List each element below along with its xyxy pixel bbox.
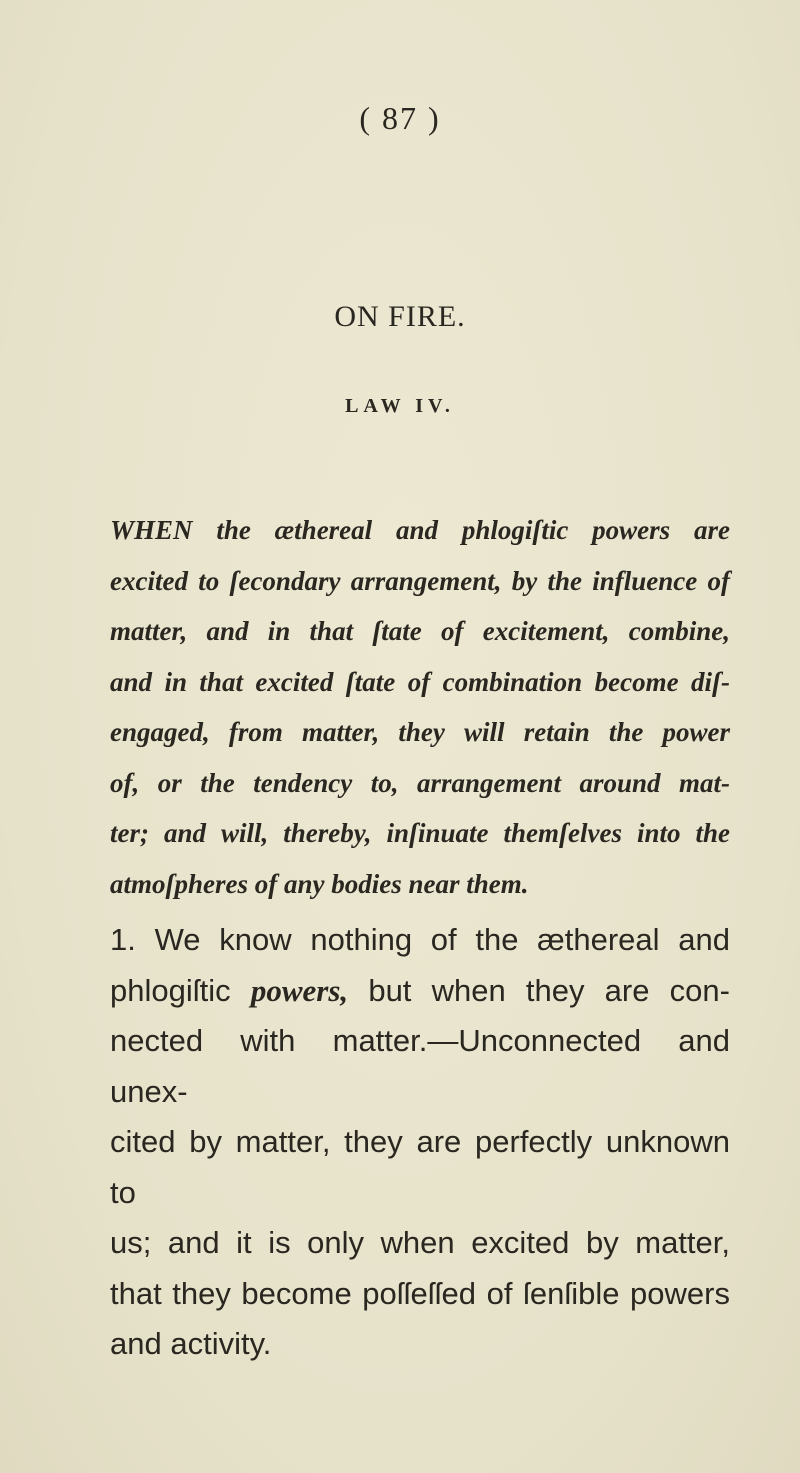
paragraph-line: us; and it is only when excited by matter,	[110, 1225, 730, 1260]
paragraph-line: and activity.	[110, 1326, 272, 1361]
page-number: ( 87 )	[359, 100, 441, 136]
law-line: matter, and in that ſtate of excitement, combine,	[110, 616, 730, 646]
law-line: WHEN the æthereal and phlogiſtic powers are	[110, 515, 730, 545]
paragraph-line	[110, 966, 730, 1017]
paragraph-1	[110, 915, 730, 1370]
paragraph-line: that they become poſſeſſed of ſenſible powers	[110, 1275, 730, 1311]
law-line: ter; and will, thereby, inſinuate themſelves into the	[110, 818, 730, 848]
law-line: engaged, from matter, they will retain the power	[110, 717, 730, 747]
italic-word: powers,	[250, 972, 349, 1008]
paragraph-number: 1.	[110, 922, 136, 957]
law-heading: LAW IV.	[345, 395, 455, 417]
paragraph-line-text: We know nothing of the æthereal and	[154, 922, 730, 957]
law-statement	[110, 505, 730, 909]
paragraph-line: cited by matter, they are perfectly unknown to	[110, 1124, 730, 1210]
paragraph-line-text: phlogiſtic	[110, 972, 251, 1008]
law-line: and in that excited ſtate of combination become diſ-	[110, 666, 730, 697]
chapter-title: ON FIRE.	[334, 300, 466, 333]
paragraph-line: nected with matter.—Unconnected and unex-	[110, 1023, 730, 1109]
law-line: atmoſpheres of any bodies near them.	[110, 868, 529, 899]
law-line: excited to ſecondary arrangement, by the influence of	[110, 565, 730, 596]
paragraph-line	[110, 915, 730, 966]
law-line: of, or the tendency to, arrangement around mat-	[110, 767, 730, 798]
paragraph-line-text: but when they are con-	[348, 972, 730, 1008]
